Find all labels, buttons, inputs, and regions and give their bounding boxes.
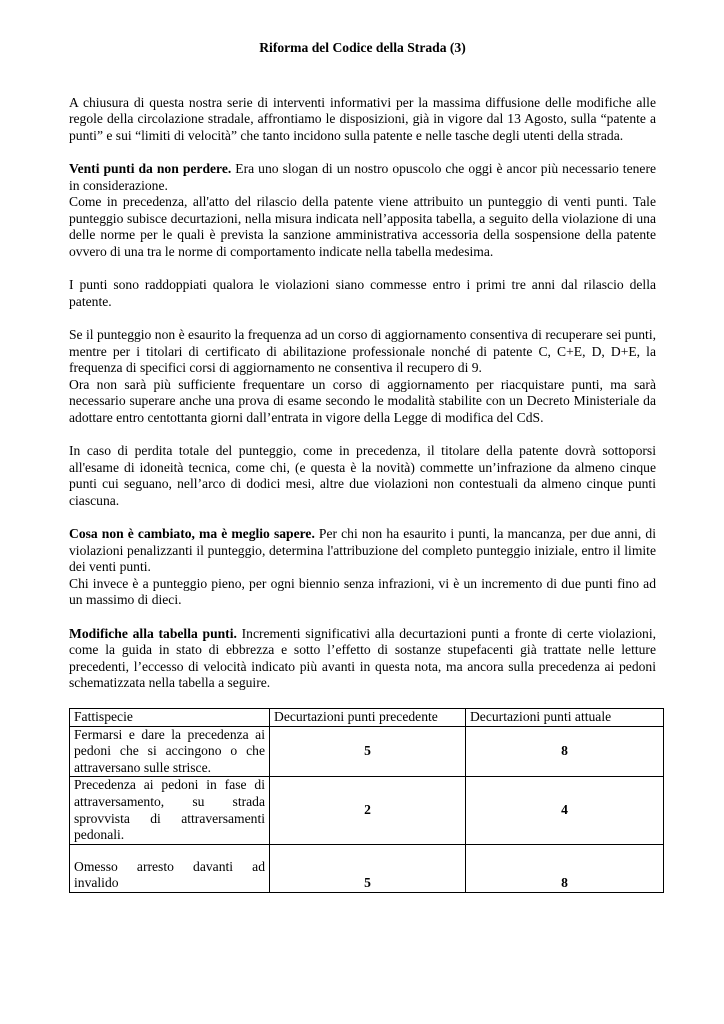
table-header-row (70, 708, 664, 726)
paragraph-gap (69, 261, 656, 278)
paragraph-raddoppio: I punti sono raddoppiati qualora le violazioni siano commesse entro i primi tre anni dal rilascio della patente. (69, 277, 656, 309)
cell-fattispecie: Omesso arresto davanti ad invalido (70, 844, 270, 892)
column-header-precedente: Decurtazioni punti precedente (270, 708, 466, 726)
cell-punti-precedente: 5 (270, 726, 466, 777)
table-row (70, 726, 664, 777)
paragraph-esame: Ora non sarà più sufficiente frequentare un corso di aggiornamento per riacquistare punti, ma sarà necessario superare anche una prova di esame secondo le modalità stabilite con un Decreto Ministeriale da adottare entro centottanta giorni dall’entrata in vigore della Legge di modifica del CdS. (69, 376, 656, 425)
cell-fattispecie: Precedenza ai pedoni in fase di attraversamento, su strada sprovvista di attraversamenti pedonali. (70, 777, 270, 844)
table-row (70, 844, 664, 892)
cell-fattispecie: Fermarsi e dare la precedenza ai pedoni che si accingono o che attraversano sulle strisce. (70, 726, 270, 777)
section-text: Era uno slogan di un nostro opuscolo che oggi è ancor più necessario tenere in considerazione. (69, 160, 657, 193)
paragraph-perdita: In caso di perdita totale del punteggio, come in precedenza, il titolare della patente dovrà sottoporsi all'esame di idoneità tecnica, come chi, (e questa è la novità) commette un’infrazione da almeno cinque punti cui seguano, nell’arco di dodici mesi, altre due violazioni non contestuali da almeno cinque punti ciascuna. (69, 443, 656, 508)
paragraph-gap (69, 609, 656, 626)
column-header-fattispecie: Fattispecie (70, 708, 270, 726)
section-heading-modifiche: Modifiche alla tabella punti. (69, 625, 237, 641)
points-table (69, 708, 664, 893)
column-header-attuale: Decurtazioni punti attuale (465, 708, 663, 726)
section-venti-punti (69, 161, 656, 194)
section-non-cambiato (69, 526, 656, 576)
cell-punti-precedente: 5 (270, 844, 466, 892)
section-heading-non-cambiato: Cosa non è cambiato, ma è meglio sapere. (69, 526, 315, 542)
paragraph-gap (69, 310, 656, 327)
intro-paragraph: A chiusura di questa nostra serie di interventi informativi per la massima diffusione delle modifiche alle regole della circolazione stradale, affrontiamo le disposizioni, già in vigore dal 13 Agosto, sulla “patente a punti” e sui “limiti di velocità” che tanto incidono sulla patente e nelle tasche degli utenti della strada. (69, 94, 656, 143)
paragraph-corso: Se il punteggio non è esaurito la frequenza ad un corso di aggiornamento consentiva di recuperare sei punti, mentre per i titolari di certificato di abilitazione professionale nonché di patente C, C+E, D, D+E, la frequenza di specifici corsi di aggiornamento ne consentiva il recupero di 9. (69, 326, 656, 376)
paragraph-gap (69, 144, 656, 161)
cell-punti-attuale: 8 (465, 844, 663, 892)
paragraph-incremento: Chi invece è a punteggio pieno, per ogni biennio senza infrazioni, vi è un incremento di due punti fino ad un massimo di dieci. (69, 575, 656, 608)
cell-punti-attuale: 8 (465, 726, 663, 777)
section-heading-venti-punti: Venti punti da non perdere. (69, 160, 232, 176)
paragraph-punteggio: Come in precedenza, all'atto del rilascio della patente viene attribuito un punteggio di venti punti. Tale punteggio subisce decurtazioni, nella misura indicata nell’apposita tabella, a seguito della violazione di una delle norme per le quali è prevista la sanzione amministrativa accessoria della sospensione della patente ovvero di una tra le norme di comportamento indicate nella tabella medesima. (69, 194, 656, 259)
cell-punti-attuale: 4 (465, 777, 663, 844)
section-text: Per chi non ha esaurito i punti, la mancanza, per due anni, di violazioni penalizzanti il punteggio, determina l'attribuzione del completo punteggio iniziale, entro il limite dei venti punti. (69, 526, 656, 575)
page-title: Riforma del Codice della Strada (3) (259, 40, 466, 55)
section-modifiche (69, 626, 656, 692)
cell-punti-precedente: 2 (270, 777, 466, 844)
table-row (70, 777, 664, 844)
section-text: Incrementi significativi alla decurtazioni punti a fronte di certe violazioni, come la guida in stato di ebbrezza e sotto l’effetto di sostanze stupefacenti già trattate nelle letture precedenti, l’eccesso di velocità indicato più avanti in questa nota, ma ancora sulla precedenza ai pedoni schematizzata nella tabella a seguire. (69, 625, 656, 691)
paragraph-gap (69, 509, 656, 526)
paragraph-gap (69, 426, 656, 443)
